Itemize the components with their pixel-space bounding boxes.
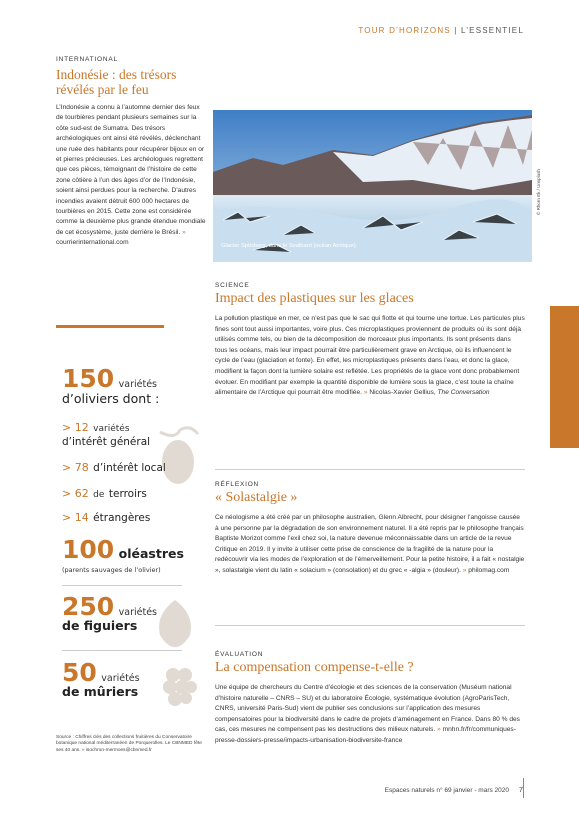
stat-unit: variétés [93,424,130,434]
stat-divider [62,650,182,651]
fig-unit: variétés [118,607,157,618]
article-label: ÉVALUATION [215,651,264,658]
mulberry-unit: variétés [101,673,140,684]
stat-label: étrangères [93,512,151,524]
page-footer [385,785,523,794]
link-arrow: » [363,389,368,397]
article-label: SCIENCE [215,282,250,289]
header-section: TOUR D’HORIZONS [358,26,451,35]
section-tab [550,306,579,448]
fig-label: de figuiers [62,618,138,633]
header-separator: | [450,26,461,35]
stat-count: > 62 [62,487,89,500]
mulberry-illustration-icon [158,660,200,710]
link-arrow: » [437,726,441,734]
stat-label: d’intérêt général [62,436,151,448]
stat-prefix: de [93,490,105,500]
article-body-text: Ce néologisme a été créé par un philosophe australien, Glenn Albrecht, pour désigner l’angoisse causée à une personne par la dégradation de son environnement naturel. Il a été repris par le philosophe français Baptiste Morizot comme l’exil chez soi, la nature devenue méconnaissable dans un article de la revue Critique en 2019. Il y invite à utiliser cette prise de conscience de la fragilité de la nature pour la redécouvrir via les modes de l’exploration et de l’émerveillement. Pour la petite histoire, il a fait « nostalgie », solastalgie vient du latin « solacium » (consolation) et du grec « -algia » (douleur). [215,514,525,574]
article-body-text: La pollution plastique en mer, ce n’est pas que le sac qui flotte et qui tourne une tortue. Les particules plus fines sont tout aussi importantes, voire plus. Ces microplastiques proviennent de produits où ils sont déjà utilisés comme tels, ou bien de la décomposition de morceaux plus importants. Ils sont présents dans tous les océans, mais leur impact pourrait être particulièrement grave en Arctique, où ils influencent le cycle de l’eau (glaciation et fonte). En effet, les microplastiques présents dans l’eau, et donc la glace, modifient la façon dont la lumière solaire est reflétée. Les propriétés de la glace vont donc probablement évoluer. En modifiant par exemple la quantité disponible de lumière sous la glace, c’est toute la chaîne alimentaire de l’Arctique qui pourrait être modifiée. [215,315,525,397]
article-body [56,103,208,249]
footer-text: Espaces naturels n° 69 janvier - mars 2020 [384,787,510,794]
section-divider [56,325,164,328]
stat-count: > 78 [62,461,89,474]
stat-count: > 12 [62,421,89,434]
article-body-text: L’Indonésie a connu à l’automne dernier des feux de tourbières pendant plusieurs semaines sur la côte sud-est de Sumatra. Des trésors archéologiques ont ainsi été révélés, déclenchant une ruée des habitants pour récupérer bijoux en or et pierres précieuses. Les archéologues regrettent que ces pièces, témoignant de l’histoire de cette zone côtière à l’un des âges d’or de l’Indonésie, soient ainsi perdues pour la recherche. D’autres incendies avaient détruit 600 000 hectares de tourbières en 2015. Cette zone est considérée comme la deuxième plus grande étendue mondiale de cet écosystème, juste derrière le Brésil. [56,104,206,236]
page-header [358,26,524,35]
article-label: INTERNATIONAL [56,56,118,63]
article-evaluation [215,651,525,747]
olive-stat [62,364,232,406]
header-subsection: L’ESSENTIEL [460,26,524,35]
glacier-image [213,110,532,262]
section-divider [215,469,525,470]
stats-source: Source : Chiffres clés des collections fruitières du Conservatoire botanique national méditerranéen de Porquerolles. Le CBNMED fête ses 40 ans. » isochron-mermoes@cbnmed.fr [56,735,202,753]
mulberry-stat [62,658,232,699]
mulberry-label: de mûriers [62,684,139,699]
stat-item-foreign [62,508,150,526]
olive-illustration-icon [150,422,205,492]
stat-item-terroirs [62,484,147,502]
author-link[interactable]: Nicolas-Xavier Gellius, [369,389,436,397]
footer-divider [523,778,524,798]
article-reflexion [215,481,525,577]
photo-credit: © Rhorn Ek / Unsplash [536,169,541,215]
article-body [215,683,525,747]
fig-illustration-icon [150,595,200,650]
link-arrow: » [182,228,186,236]
section-divider [215,625,525,626]
stat-divider [62,585,182,586]
source-link[interactable]: courrierinternational.com [56,239,129,247]
stat-count: > 14 [62,511,89,524]
mulberry-count: 50 [62,658,97,687]
oleaster-note: (parents sauvages de l’olivier) [62,566,161,574]
glacier-photo [213,110,532,262]
oleaster-count: 100 [62,535,115,564]
olive-count: 150 [62,364,115,393]
stat-label: terroirs [108,488,147,500]
photo-caption: Glacier Spitsberg, dans le Svalbard (océan Arctique). [221,243,358,249]
article-international [56,56,208,249]
source-link[interactable]: mnhn.fr/fr/communiques-presse-dossiers-presse/impacts-urbanisation-biodiversite-france [215,726,516,744]
article-title: La compensation compense-t-elle ? [215,660,414,675]
article-body-text: Une équipe de chercheurs du Centre d’écologie et des sciences de la conservation (Muséum national d’histoire naturelle – CNRS – SU) et du laboratoire Écologie, systématique évolution (AgroParisTech, CNRS, université Paris-Sud) vient de publier ses conclusions sur l’application des mesures compensatoires pour la biodiversité dans le cadre de projets d’aménagement en France. Dans 80 % des cas, ces mesures ne compensent pas les destructions des milieux naturels. [215,684,520,734]
fig-stat [62,592,232,633]
journal-name: The Conversation [437,389,490,397]
page-number: 7 [518,785,523,794]
oleaster-stat [62,535,232,574]
stat-label: d’intérêt local [93,462,166,474]
link-arrow: » [462,566,467,574]
oleaster-label: oléastres [118,546,184,561]
article-title: Impact des plastiques sur les glaces [215,291,414,306]
stat-item-general [62,418,232,448]
article-title: Indonésie : des trésors révélés par le feu [56,67,177,97]
article-body [215,513,525,577]
olive-label: d’oliviers dont : [62,391,160,406]
article-science [215,282,525,399]
article-label: RÉFLEXION [215,481,260,488]
olive-unit: variétés [118,379,157,390]
article-title: « Solastalgie » [215,490,298,505]
article-body [215,314,525,399]
fig-count: 250 [62,592,115,621]
source-link[interactable]: philomag.com [468,566,510,574]
